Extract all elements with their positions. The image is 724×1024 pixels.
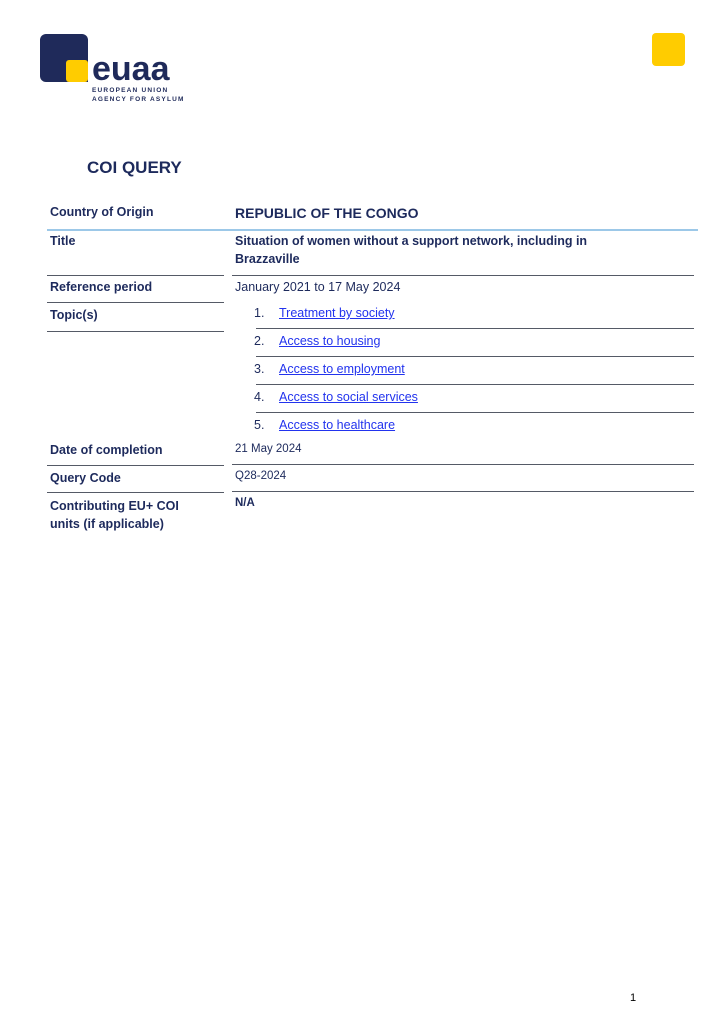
euaa-logo bbox=[40, 34, 190, 106]
topic-number: 3. bbox=[254, 362, 265, 376]
topic-link[interactable]: Treatment by society bbox=[279, 306, 395, 320]
page-title: COI QUERY bbox=[87, 158, 182, 177]
row-divider bbox=[47, 465, 224, 466]
row-divider bbox=[232, 491, 694, 492]
topic-link[interactable]: Access to employment bbox=[279, 362, 405, 376]
topic-link[interactable]: Access to healthcare bbox=[279, 418, 396, 432]
row-divider bbox=[232, 464, 694, 465]
topic-divider bbox=[256, 384, 694, 385]
country-label: Country of Origin bbox=[50, 205, 154, 219]
topic-divider bbox=[256, 356, 694, 357]
query-code-label: Query Code bbox=[50, 471, 121, 485]
topic-number: 5. bbox=[254, 418, 265, 432]
topic-number: 4. bbox=[254, 390, 265, 404]
logo-subtitle-line2: AGENCY FOR ASYLUM bbox=[92, 96, 185, 103]
topic-divider bbox=[256, 412, 694, 413]
units-value: N/A bbox=[235, 497, 255, 509]
topic-divider bbox=[256, 328, 694, 329]
topic-number: 2. bbox=[254, 334, 265, 348]
query-code-value: Q28-2024 bbox=[235, 470, 287, 482]
period-value: January 2021 to 17 May 2024 bbox=[235, 280, 401, 294]
topic-number: 1. bbox=[254, 306, 265, 320]
logo-subtitle-line1: EUROPEAN UNION bbox=[92, 87, 169, 94]
row-divider bbox=[47, 302, 224, 303]
units-label: Contributing EU+ COI units (if applicable) bbox=[50, 499, 179, 531]
completion-value: 21 May 2024 bbox=[235, 443, 302, 455]
page-number: 1 bbox=[630, 992, 637, 1004]
logo-wordmark: euaa bbox=[92, 50, 170, 88]
completion-label: Date of completion bbox=[50, 443, 163, 457]
country-value: REPUBLIC OF THE CONGO bbox=[235, 205, 419, 221]
title-label: Title bbox=[50, 234, 76, 248]
row-divider bbox=[47, 275, 224, 276]
topics-label: Topic(s) bbox=[50, 308, 98, 322]
period-label: Reference period bbox=[50, 280, 153, 294]
row-divider bbox=[47, 331, 224, 332]
title-value: Situation of women without a support network, including in Brazzaville bbox=[235, 234, 588, 266]
corner-accent-square bbox=[652, 33, 685, 66]
row-divider bbox=[47, 492, 224, 493]
logo-mark-accent bbox=[66, 60, 88, 82]
row-divider bbox=[232, 275, 694, 276]
topic-link[interactable]: Access to social services bbox=[279, 390, 418, 404]
header-divider bbox=[47, 229, 698, 231]
topic-link[interactable]: Access to housing bbox=[279, 334, 381, 348]
